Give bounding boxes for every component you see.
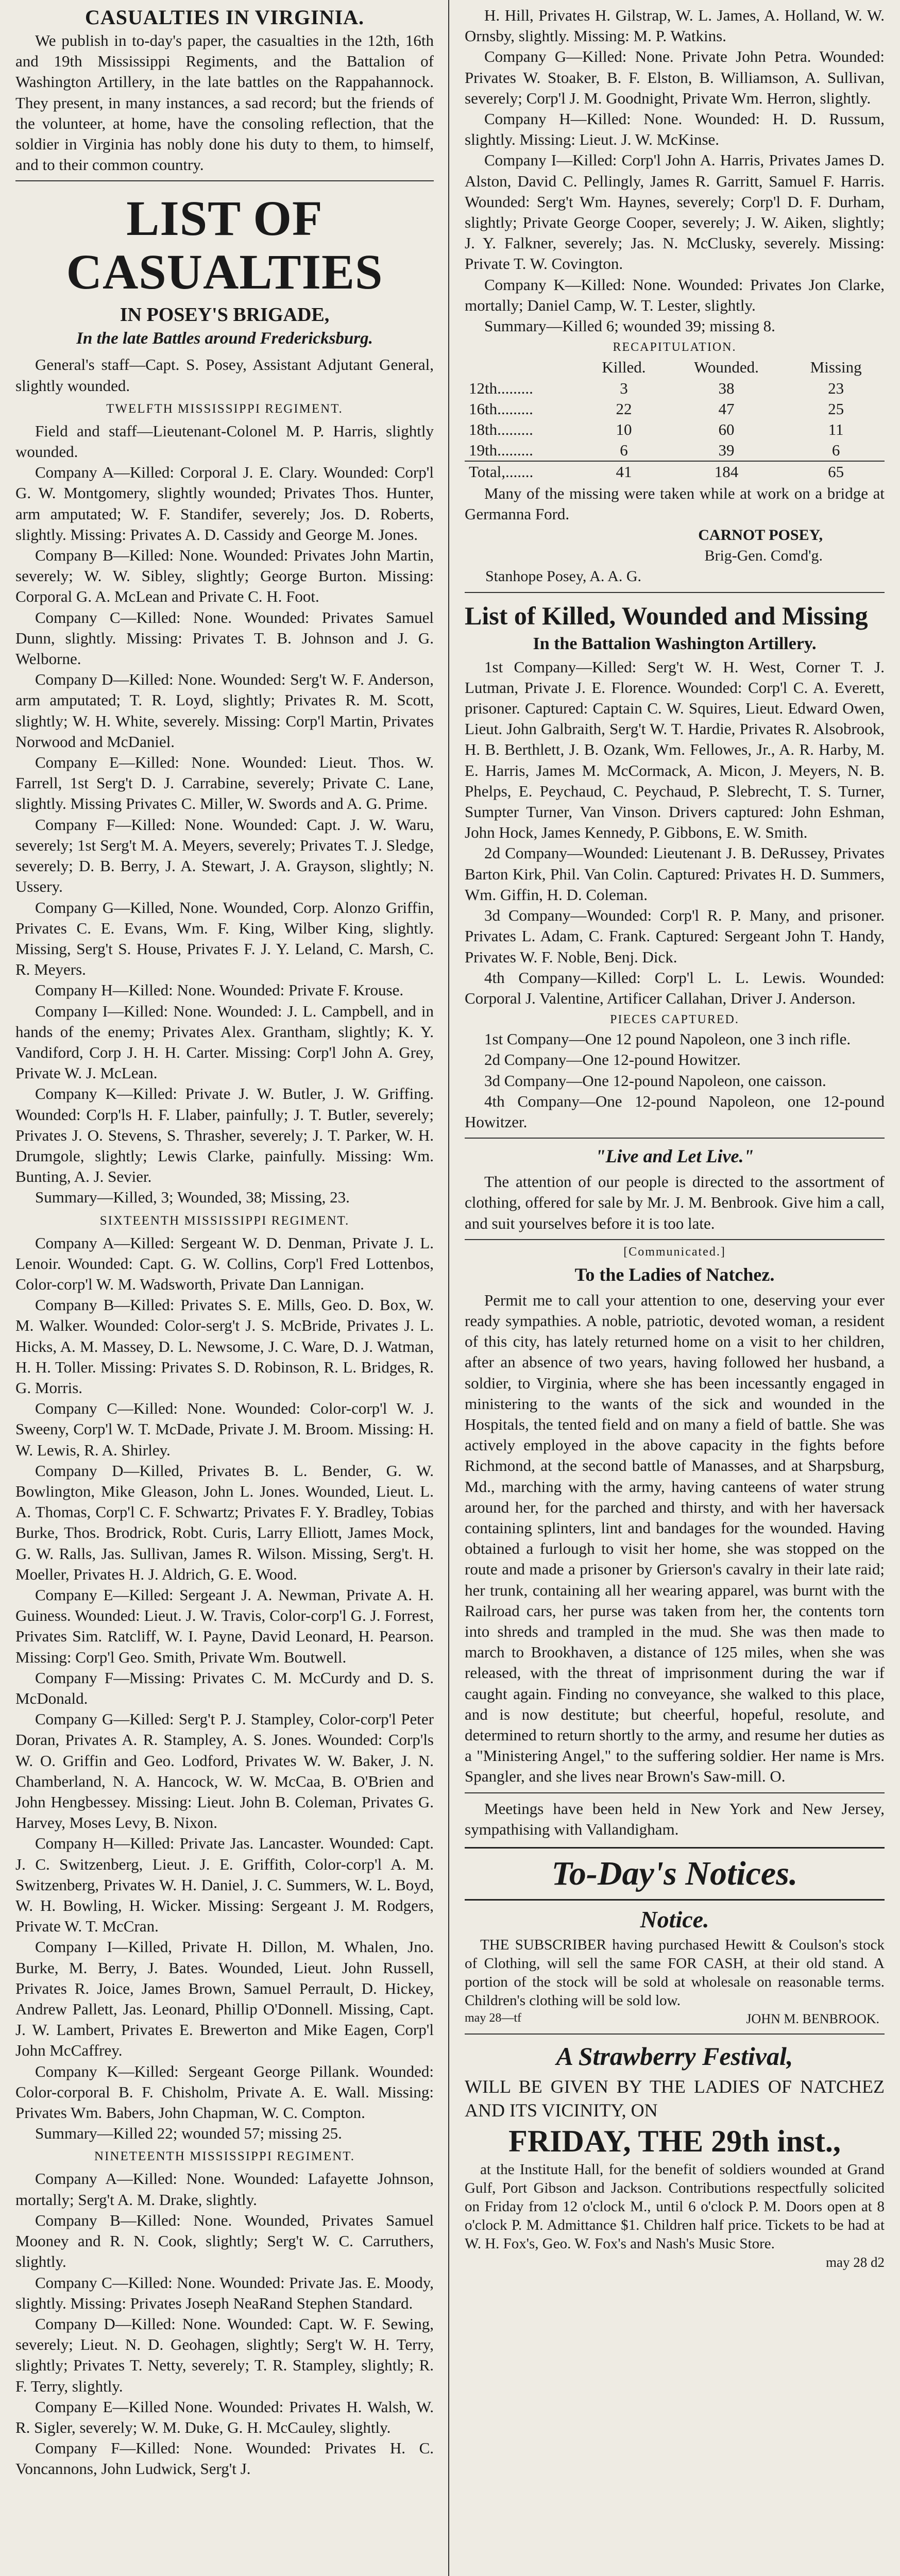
- recap-note: Many of the missing were taken while at work on a bridge at Germanna Ford.: [465, 484, 885, 523]
- company-entry: Company K—Killed: Sergeant George Pillank. Wounded: Color-corporal B. F. Chisholm, Private A. E. Wall. Missing: Privates Wm. Babers, John Chapman, W. C. Compton.: [15, 2062, 434, 2122]
- company-entry: Company I—Killed, Private H. Dillon, M. Whalen, Jno. Burke, M. Berry, J. Bates. Wounded, Lieut. John Russell, Privates R. Joice, James Brown, Samuel Perrault, D. Hickey, Andrew Pallett, Jas. Leonard, Phillip O'Donnell. Missing, Capt. J. W. Lambert, Privates E. Brewerton and Mike Eagen, Corp'l John McCaffrey.: [15, 1938, 434, 2060]
- company-entry: Summary—Killed 6; wounded 39; missing 8.: [484, 317, 775, 335]
- live-title: "Live and Let Live.": [595, 1146, 754, 1167]
- artillery-list: [465, 657, 885, 1009]
- recap-wounded: 38: [718, 379, 735, 398]
- recap-killed: 10: [616, 420, 632, 439]
- company-entry: Company D—Killed: None. Wounded: Capt. W. F. Sewing, severely; Lieut. N. D. Geohagen, slightly; Serg't W. H. Terry, slightly; Privates T. Netty, severely; T. R. Stampley, slightly; R. F. Terry, slightly.: [15, 2314, 434, 2395]
- company-entry: Summary—Killed, 3; Wounded, 38; Missing, 23.: [35, 1188, 350, 1207]
- recapitulation-table: [465, 357, 885, 482]
- festival-day: FRIDAY, THE 29th inst.,: [508, 2124, 841, 2159]
- recap-col-killed: Killed.: [602, 358, 646, 377]
- artillery-list-title: List of Killed, Wounded and Missing: [465, 601, 868, 630]
- company-entry: Company G—Killed: None. Private John Petra. Wounded: Privates W. Stoaker, B. F. Elston, B. Williamson, A. Sullivan, severely; Corp'l J. M. Goodnight, Private Wm. Herron, slightly.: [465, 47, 885, 107]
- company-entry: H. Hill, Privates H. Gilstrap, W. L. James, A. Holland, W. W. Ornsby, slightly. Missing: M. P. Watkins.: [465, 6, 885, 45]
- recap-wounded: 184: [666, 461, 788, 482]
- recap-label: 18th.........: [469, 420, 533, 439]
- artillery-entry: 1st Company—Killed: Serg't W. H. West, Corner T. J. Lutman, Private J. E. Florence. Wounded: Corp'l C. A. Everett, prisoner. Captured: Captain C. W. Squires, Lieut. Edward Owen, Lieut. John Galbraith, Serg't W. T. Hardie, Privates R. Alsobrook, H. B. Berthlett, J. B. Ozank, Wm. Fellowes, Jr., A. R. Harby, M. E. Harris, James M. McCormack, A. Micon, J. Meyers, N. B. Phelps, E. Peychaud, C. Peychaud, P. Slebrecht, T. S. Turner, Sumpter Turner, Van Vinson. Drivers captured: John Eshman, John Hock, James Kennedy, P. Gibbons, E. W. Smith.: [465, 657, 885, 842]
- company-entry: Company H—Killed: None. Wounded: Private F. Krouse.: [35, 981, 404, 999]
- recap-wounded: 47: [718, 400, 735, 418]
- piece-entry: 4th Company—One 12-pound Napoleon, one 12-pound Howitzer.: [465, 1092, 885, 1131]
- artillery-entry: 4th Company—Killed: Corp'l L. L. Lewis. Wounded: Corporal J. Valentine, Artificer Callahan, Driver J. Anderson.: [465, 968, 885, 1007]
- notice-title: Notice.: [640, 1906, 709, 1933]
- recap-missing: 6: [831, 441, 840, 460]
- company-entry: Company E—Killed None. Wounded: Privates H. Walsh, W. R. Sigler, severely; W. M. Duke, G. H. McCauley, slightly.: [15, 2397, 434, 2436]
- recap-missing: 11: [828, 420, 844, 439]
- company-entry: Company H—Killed: Private Jas. Lancaster. Wounded: Capt. J. C. Switzenberg, Lieut. J. E. Griffith, Color-corp'l A. M. Switzenberg, Privates W. H. Daniel, J. C. Summers, W. L. Boyd, W. H. Bowling, H. Wicker. Missing: Sergeant J. M. Rodgers, Private W. T. McCran.: [15, 1834, 434, 1936]
- company-entry: Field and staff—Lieutenant-Colonel M. P. Harris, slightly wounded.: [15, 421, 434, 461]
- company-entry: Company C—Killed: None. Wounded: Color-corp'l W. J. Sweeny, Corp'l W. T. McDade, Private J. M. Broom. Missing: H. W. Lewis, R. A. Shirley.: [15, 1399, 434, 1459]
- twelfth-regiment-list: [15, 421, 434, 1208]
- recap-wounded: 60: [718, 420, 735, 439]
- recap-row: [465, 399, 885, 419]
- notice-text: THE SUBSCRIBER having purchased Hewitt & Coulson's stock of Clothing, will sell the same FOR CASH, at their old stand. A portion of the stock will be sold at wholesale on reasonable terms. Children's clothing will be sold low.: [465, 1937, 885, 2009]
- casualties-headline: CASUALTIES IN VIRGINIA.: [84, 6, 365, 29]
- recap-label: 16th.........: [469, 400, 533, 418]
- nineteenth-continued-list: [465, 5, 885, 336]
- company-entry: Company D—Killed: None. Wounded: Serg't W. F. Anderson, arm amputated; T. R. Loyd, slightly; Privates R. M. Scott, slightly; W. H. White, severely. Missing: Corp'l Martin, Privates Norwood and McDaniel.: [15, 670, 434, 751]
- piece-entry: 3d Company—One 12-pound Napoleon, one caisson.: [484, 1071, 826, 1090]
- company-entry: Company F—Killed: None. Wounded: Privates H. C. Voncannons, John Ludwick, Serg't J.: [15, 2439, 434, 2478]
- divider: [465, 1138, 885, 1139]
- company-entry: Company G—Killed, None. Wounded, Corp. Alonzo Griffin, Privates C. E. Evans, Wm. F. King, Wilber King, slightly. Missing, Serg't S. House, Privates F. J. Y. Leland, C. Marsh, C. R. Meyers.: [15, 898, 434, 979]
- intro-paragraph: We publish in to-day's paper, the casualties in the 12th, 16th and 19th Mississippi Regiments, and the Battalion of Washington Artillery, in the late battles on the Rappahannock. They present, in many instances, a sad record; but the friends of the volunteer, at home, have the consoling reflection, that the soldier in Virginia has nobly done his duty to them, to himself, and to their common country.: [15, 31, 434, 174]
- ladies-title: To the Ladies of Natchez.: [574, 1264, 775, 1285]
- pieces-list: [465, 1029, 885, 1132]
- company-entry: Company G—Killed: Serg't P. J. Stampley, Color-corp'l Peter Doran, Privates A. R. Stampley, A. S. Jones. Wounded: Corp'ls W. O. Griffin and Geo. Lodford, Privates W. W. Baker, J. N. Chamberland, N. A. Hancock, W. W. McCaa, B. O'Brien and John Hengbessey. Missing: Lieut. John B. Coleman, Privates G. Harvey, Moses Levy, B. Nixon.: [15, 1710, 434, 1832]
- recap-row: [465, 440, 885, 461]
- company-entry: Company D—Killed, Privates B. L. Bender, G. W. Bowlington, Mike Gleason, John L. Jones. Wounded, Lieut. L. A. Thomas, Corp'l C. F. Schwartz; Privates F. Y. Bradley, Tobias Burke, Thos. Brodrick, Robt. Curis, Larry Elliott, James Mock, G. W. Ralls, Jas. Sullivan, James R. Wilson. Missing, Serg't. H. Moeller, Privates H. J. Aldrich, G. E. Wood.: [15, 1461, 434, 1583]
- company-entry: Company K—Killed: None. Wounded: Privates Jon Clarke, mortally; Daniel Camp, W. T. Lester, slightly.: [465, 275, 885, 314]
- company-entry: Company K—Killed: Private J. W. Butler, J. W. Griffing. Wounded: Corp'ls H. F. Llaber, painfully; J. T. Butler, severely; Privates J. O. Stevens, S. Thrasher, severely; J. T. Parker, W. H. Drumgole, slightly; Lewis Clarke, painfully. Missing: Wm. Bunting, A. J. Sevier.: [15, 1084, 434, 1186]
- festival-title: A Strawberry Festival,: [556, 2042, 793, 2071]
- notice-signature: JOHN M. BENBROOK.: [746, 2011, 879, 2027]
- recap-row: [465, 419, 885, 440]
- recap-row: [465, 378, 885, 399]
- artillery-entry: 2d Company—Wounded: Lieutenant J. B. DeRussey, Privates Barton Kirk, Phil. Van Colin. Captured: Privates H. D. Summers, Wm. Giffin, H. D. Coleman.: [465, 844, 885, 904]
- company-entry: Summary—Killed 22; wounded 57; missing 25.: [35, 2124, 342, 2143]
- signature-staff: Stanhope Posey, A. A. G.: [485, 567, 642, 585]
- recap-killed: 22: [616, 400, 632, 418]
- live-text: The attention of our people is directed to the assortment of clothing, offered for sale by Mr. J. M. Benbrook. Give him a call, and suit yourselves before it is too late.: [465, 1173, 885, 1232]
- ladies-text: Permit me to call your attention to one, deserving your ever ready sympathies. A noble, patriotic, devoted woman, a resident of this city, has lately returned home on a visit to her children, after an absence of two years, having followed her husband, a soldier, to Virginia, where she has been incessantly engaged in ministering to the wants of the sick and wounded in the Hospitals, the tented field and on many a field of battle. She was actively employed in the above capacity in the fights before Richmond, at the second battle of Manasses, and at Sharpsburg, Md., marching with the army, having canteens of water strung around her, for the parched and thirsty, and with her haversack containing splinters, lint and bandages for the wounded. Having obtained a furlough to visit her home, she was stopped on the route and made a prisoner by Grierson's cavalry in their late raid; her trunk, containing all her wearing apparel, was burnt with the Railroad cars, her purse was taken from her, the contents torn into shreds and trampled in the mud. She was then made to march to Brookhaven, a distance of 125 miles, when she was released, with the threat of imprisonment during the war if caught again. Finding no conveyance, she walked to this place, and is now destitute; but cheerful, hopeful, resolute, and determined to return shortly to the army, and resume her duties as a "Ministering Angel," to the suffering soldier. Her name is Mrs. Spangler, and she lives near Brown's Saw-mill. O.: [465, 1291, 885, 1786]
- general-staff: General's staff—Capt. S. Posey, Assistant Adjutant General, slightly wounded.: [15, 355, 434, 395]
- signature-rank: Brig-Gen. Comd'g.: [704, 547, 823, 564]
- list-title: LIST OF CASUALTIES: [66, 191, 383, 300]
- recap-missing: 23: [828, 379, 844, 398]
- recap-wounded: 39: [718, 441, 735, 460]
- divider: [465, 592, 885, 593]
- signature-name: CARNOT POSEY,: [698, 526, 823, 544]
- twelfth-regiment-heading: TWELFTH MISSISSIPPI REGIMENT.: [106, 401, 343, 416]
- company-entry: Company B—Killed: None. Wounded, Privates Samuel Mooney and R. N. Cook, slightly; Serg't W. C. Carruthers, slightly.: [15, 2211, 434, 2271]
- recap-killed: 6: [620, 441, 628, 460]
- right-column: [450, 0, 900, 2576]
- recap-total-row: [465, 461, 885, 482]
- divider: [465, 1239, 885, 1240]
- company-entry: Company A—Killed: Corporal J. E. Clary. Wounded: Corp'l G. W. Montgomery, slightly wounded; Privates Thos. Hunter, arm amputated; W. F. Standifer, severely; Jos. D. Roberts, slightly. Missing: Privates A. D. Cassidy and George M. Jones.: [15, 463, 434, 544]
- nineteenth-regiment-list: [15, 2168, 434, 2479]
- sixteenth-regiment-list: [15, 1233, 434, 2144]
- sixteenth-regiment-heading: SIXTEENTH MISSISSIPPI REGIMENT.: [99, 1213, 350, 1228]
- company-entry: Company E—Killed: Sergeant J. A. Newman, Private A. H. Guiness. Wounded: Lieut. J. W. Travis, Color-corp'l G. J. Forrest, Privates Sim. Ratcliff, W. I. Payne, David Leonard, H. Pearson. Missing: Corp'l Geo. Smith, Private Wm. Boutwell.: [15, 1586, 434, 1666]
- recap-label: 12th.........: [469, 379, 533, 398]
- piece-entry: 1st Company—One 12 pound Napoleon, one 3 inch rifle.: [484, 1030, 851, 1048]
- notices-banner: To-Day's Notices.: [465, 1847, 885, 1901]
- meetings-text: Meetings have been held in New York and New Jersey, sympathising with Vallandigham.: [465, 1799, 885, 1838]
- list-subtitle-2: In the late Battles around Fredericksburg.: [76, 329, 373, 348]
- recap-col-missing: Missing: [810, 358, 862, 377]
- company-entry: Company F—Missing: Privates C. M. McCurdy and D. S. McDonald.: [15, 1668, 434, 1708]
- notice-date: may 28—tf: [465, 2011, 521, 2025]
- nineteenth-regiment-heading: NINETEENTH MISSISSIPPI REGIMENT.: [94, 2149, 355, 2164]
- list-subtitle: IN POSEY'S BRIGADE,: [120, 304, 330, 326]
- recap-label: 19th.........: [469, 441, 533, 460]
- company-entry: Company H—Killed: None. Wounded: H. D. Russum, slightly. Missing: Lieut. J. W. McKinse.: [465, 110, 885, 149]
- left-column: [0, 0, 449, 2576]
- company-entry: Company E—Killed: None. Wounded: Lieut. Thos. W. Farrell, 1st Serg't D. J. Carrabine, severely; Private C. Lane, slightly. Missing Privates C. Miller, W. Swords and A. G. Prime.: [15, 753, 434, 813]
- company-entry: Company C—Killed: None. Wounded: Private Jas. E. Moody, slightly. Missing: Privates Joseph NeaRand Stephen Standard.: [15, 2273, 434, 2312]
- company-entry: Company F—Killed: None. Wounded: Capt. J. W. Waru, severely; 1st Serg't M. A. Meyers, severely; Privates T. J. Sledge, severely; D. B. Berry, J. A. Stewart, J. A. Grayson, slightly; N. Ussery.: [15, 815, 434, 896]
- company-entry: Company C—Killed: None. Wounded: Privates Samuel Dunn, slightly. Missing: Privates T. B. Johnson and J. G. Welborne.: [15, 608, 434, 668]
- company-entry: Company B—Killed: Privates S. E. Mills, Geo. D. Box, W. M. Walker. Wounded: Color-serg't J. S. McBride, Privates J. L. Hicks, A. M. Massey, D. L. Newsome, J. C. Ware, D. J. Watman, H. H. Toller. Missing: Privates S. D. Robinson, R. L. Bridges, R. G. Morris.: [15, 1296, 434, 1397]
- company-entry: Company A—Killed: None. Wounded: Lafayette Johnson, mortally; Serg't A. M. Drake, slightly.: [15, 2170, 434, 2209]
- recap-missing: 25: [828, 400, 844, 418]
- company-entry: Company I—Killed: None. Wounded: J. L. Campbell, and in hands of the enemy; Privates Alex. Grantham, slightly; K. Y. Vandiford, Corp J. H. H. Carter. Missing: Corp'l John A. Grey, Private W. J. McLean.: [15, 1002, 434, 1082]
- pieces-heading: PIECES CAPTURED.: [610, 1013, 739, 1027]
- recapitulation-heading: RECAPITULATION.: [613, 341, 737, 354]
- recap-missing: 65: [787, 461, 885, 482]
- artillery-entry: 3d Company—Wounded: Corp'l R. P. Many, and prisoner. Privates L. Adam, C. Frank. Captured: Sergeant John T. Handy, Privates W. F. Noble, Benj. Dick.: [465, 906, 885, 966]
- recap-killed: 3: [620, 379, 628, 398]
- artillery-list-subtitle: In the Battalion Washington Artillery.: [533, 634, 817, 653]
- festival-footer: may 28 d2: [826, 2255, 885, 2270]
- festival-lead: WILL BE GIVEN BY THE LADIES OF NATCHEZ AND ITS VICINITY, ON: [465, 2076, 885, 2121]
- divider: [15, 180, 434, 181]
- divider: [465, 1792, 885, 1793]
- recap-col-wounded: Wounded.: [694, 358, 759, 377]
- divider: [465, 2033, 885, 2035]
- company-entry: Company B—Killed: None. Wounded: Privates John Martin, severely; W. W. Sibley, slightly; George Burton. Missing: Corporal G. A. McLean and Private C. H. Foot.: [15, 546, 434, 606]
- recap-killed: 41: [582, 461, 666, 482]
- piece-entry: 2d Company—One 12-pound Howitzer.: [484, 1050, 741, 1069]
- festival-text: at the Institute Hall, for the benefit of soldiers wounded at Grand Gulf, Port Gibson and Jackson. Contributions respectfully solicited on Friday from 12 o'clock M., until 6 o'clock P. M. Doors open at 8 o'clock P. M. Admittance $1. Children half price. Tickets to be had at W. H. Fox's, Geo. W. Fox's and Nash's Music Store.: [465, 2161, 885, 2252]
- recap-label: Total,.......: [465, 461, 582, 482]
- company-entry: Company A—Killed: Sergeant W. D. Denman, Private J. L. Lenoir. Wounded: Capt. G. W. Collins, Corp'l Fred Lottenbos, Color-corp'l W. M. Wadsworth, Private Dan Lannigan.: [15, 1233, 434, 1293]
- communicated-label: [Communicated.]: [623, 1245, 726, 1259]
- notice-footer: [465, 2010, 885, 2028]
- company-entry: Company I—Killed: Corp'l John A. Harris, Privates James D. Alston, David C. Pellingly, James R. Garritt, Samuel F. Harris. Wounded: Serg't Wm. Haynes, severely; Corp'l D. F. Durham, slightly; Private George Cooper, severely; J. W. Aiken, slightly; J. Y. Falkner, severely; Jas. N. McClusky, severely. Missing: Private T. W. Covington.: [465, 151, 885, 273]
